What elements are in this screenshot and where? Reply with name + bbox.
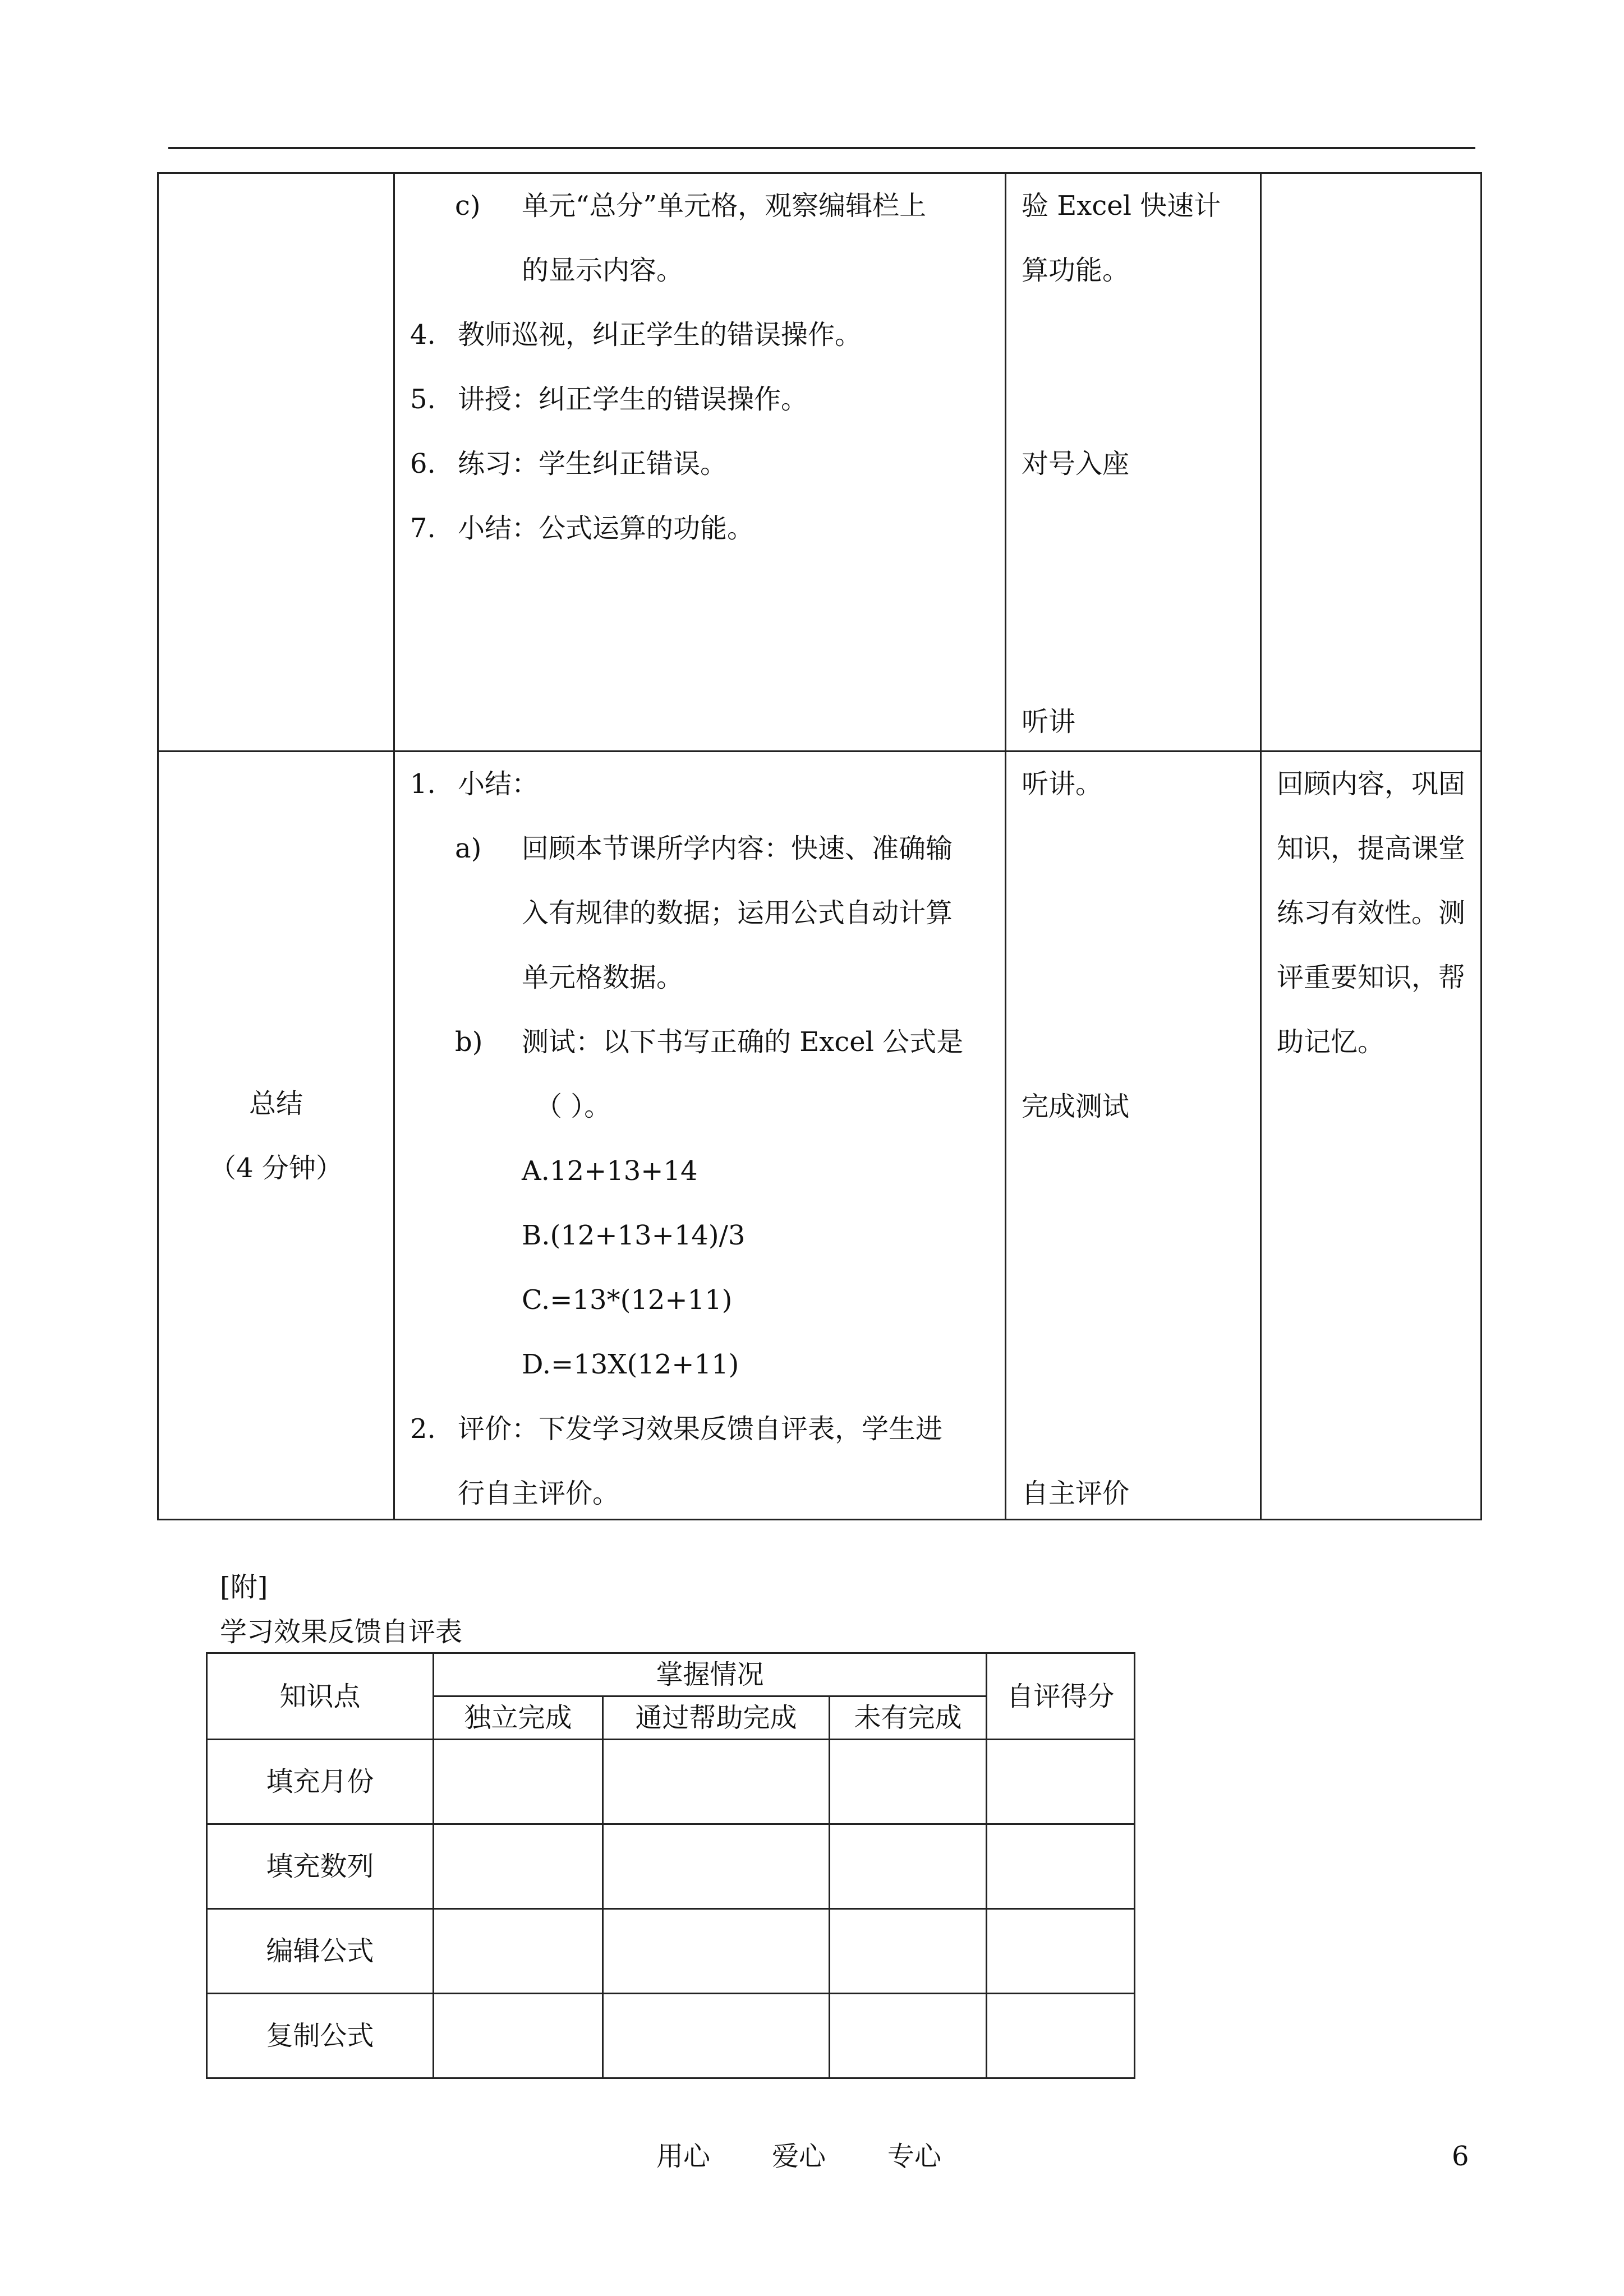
teacher-line: 小结：公式运算的功能。 (458, 513, 755, 544)
blank-parentheses: （ ）。 (535, 1091, 611, 1122)
blank-cell (603, 1909, 830, 1994)
motto-word: 用心 (656, 2141, 711, 2172)
intent-line: 助记忆。 (1277, 1026, 1385, 1058)
student-line: 自主评价 (1022, 1478, 1130, 1509)
stage-cell (158, 173, 394, 751)
student-activity-cell (1006, 173, 1261, 751)
blank-cell (987, 1994, 1135, 2078)
stage-title: 总结 (249, 1088, 303, 1119)
teacher-line: 回顾本节课所学内容：快速、准确输 (522, 833, 953, 864)
table-row (207, 1994, 1135, 2078)
teacher-line: 行自主评价。 (458, 1478, 620, 1509)
intent-line: 练习有效性。测 (1277, 897, 1466, 929)
blank-cell (987, 1824, 1135, 1909)
list-marker: 4. (410, 319, 436, 351)
teacher-line: 测试：以下书写正确的 Excel 公式是 (522, 1026, 964, 1058)
feedback-form-table (206, 1652, 1135, 2079)
column-header-self-score: 自评得分 (987, 1653, 1135, 1740)
list-marker: c) (455, 190, 481, 222)
table-row (158, 751, 1482, 1520)
teacher-line: 单元格数据。 (522, 962, 684, 993)
option-d: D.=13X(12+11) (522, 1349, 739, 1380)
page-number: 6 (1452, 2141, 1469, 2172)
student-line: 验 Excel 快速计 (1022, 190, 1221, 222)
column-header-independent: 独立完成 (434, 1696, 603, 1740)
intent-line: 回顾内容，巩固 (1277, 768, 1466, 800)
teacher-line: 入有规律的数据；运用公式自动计算 (522, 897, 953, 929)
stage-duration: （4 分钟） (209, 1152, 343, 1184)
list-marker: 7. (410, 513, 436, 544)
column-header-not-done: 未有完成 (830, 1696, 987, 1740)
intent-line: 评重要知识，帮 (1277, 962, 1466, 993)
option-b: B.(12+13+14)/3 (522, 1220, 746, 1251)
student-line: 听讲 (1022, 706, 1076, 737)
knowledge-item: 填充月份 (207, 1740, 434, 1824)
blank-cell (830, 1909, 987, 1994)
teacher-line: 的显示内容。 (522, 255, 684, 286)
teacher-line: 练习：学生纠正错误。 (458, 448, 728, 480)
teacher-activity-cell (394, 173, 1006, 751)
table-row (207, 1824, 1135, 1909)
table-row (207, 1909, 1135, 1994)
knowledge-item: 填充数列 (207, 1824, 434, 1909)
intent-line: 知识，提高课堂 (1277, 833, 1466, 864)
teacher-line: 单元“总分”单元格，观察编辑栏上 (522, 190, 927, 222)
knowledge-item: 复制公式 (207, 1994, 434, 2078)
list-marker: 6. (410, 448, 436, 480)
blank-cell (434, 1909, 603, 1994)
list-marker: 1. (410, 768, 436, 800)
blank-cell (830, 1994, 987, 2078)
option-a: A.12+13+14 (522, 1155, 698, 1187)
teacher-line: 教师巡视，纠正学生的错误操作。 (458, 319, 862, 351)
list-marker: b) (455, 1026, 483, 1058)
design-intent-cell (1261, 751, 1482, 1520)
blank-cell (603, 1994, 830, 2078)
design-intent-cell (1261, 173, 1482, 751)
list-marker: a) (455, 833, 482, 864)
student-activity-cell (1006, 751, 1261, 1520)
blank-cell (434, 1994, 603, 2078)
motto-word: 爱心 (772, 2141, 826, 2172)
knowledge-item: 编辑公式 (207, 1909, 434, 1994)
stage-cell (158, 751, 394, 1520)
teacher-line: 评价：下发学习效果反馈自评表，学生进 (458, 1413, 943, 1445)
column-header-mastery: 掌握情况 (434, 1653, 987, 1696)
feedback-form-title: 学习效果反馈自评表 (220, 1616, 463, 1648)
student-line: 算功能。 (1022, 255, 1130, 286)
footer-motto (656, 2140, 941, 2173)
blank-cell (830, 1740, 987, 1824)
blank-cell (987, 1909, 1135, 1994)
blank-cell (434, 1824, 603, 1909)
teacher-line: 讲授：纠正学生的错误操作。 (458, 384, 808, 415)
motto-word: 专心 (887, 2141, 942, 2172)
attachment-tag: [附] (220, 1571, 268, 1603)
header-rule (168, 147, 1475, 149)
lesson-plan-table (157, 172, 1482, 1520)
table-row (207, 1740, 1135, 1824)
column-header-knowledge: 知识点 (207, 1653, 434, 1740)
table-row (158, 173, 1482, 751)
column-header-with-help: 通过帮助完成 (603, 1696, 830, 1740)
student-line: 对号入座 (1022, 448, 1130, 480)
blank-cell (603, 1824, 830, 1909)
blank-cell (603, 1740, 830, 1824)
blank-cell (830, 1824, 987, 1909)
student-line: 听讲。 (1022, 768, 1103, 800)
table-header-row (207, 1653, 1135, 1696)
list-marker: 5. (410, 384, 436, 415)
blank-cell (987, 1740, 1135, 1824)
blank-cell (434, 1740, 603, 1824)
teacher-line: 小结： (458, 768, 539, 800)
list-marker: 2. (410, 1413, 436, 1445)
option-c: C.=13*(12+11) (522, 1284, 733, 1316)
student-line: 完成测试 (1022, 1091, 1130, 1122)
teacher-activity-cell (394, 751, 1006, 1520)
